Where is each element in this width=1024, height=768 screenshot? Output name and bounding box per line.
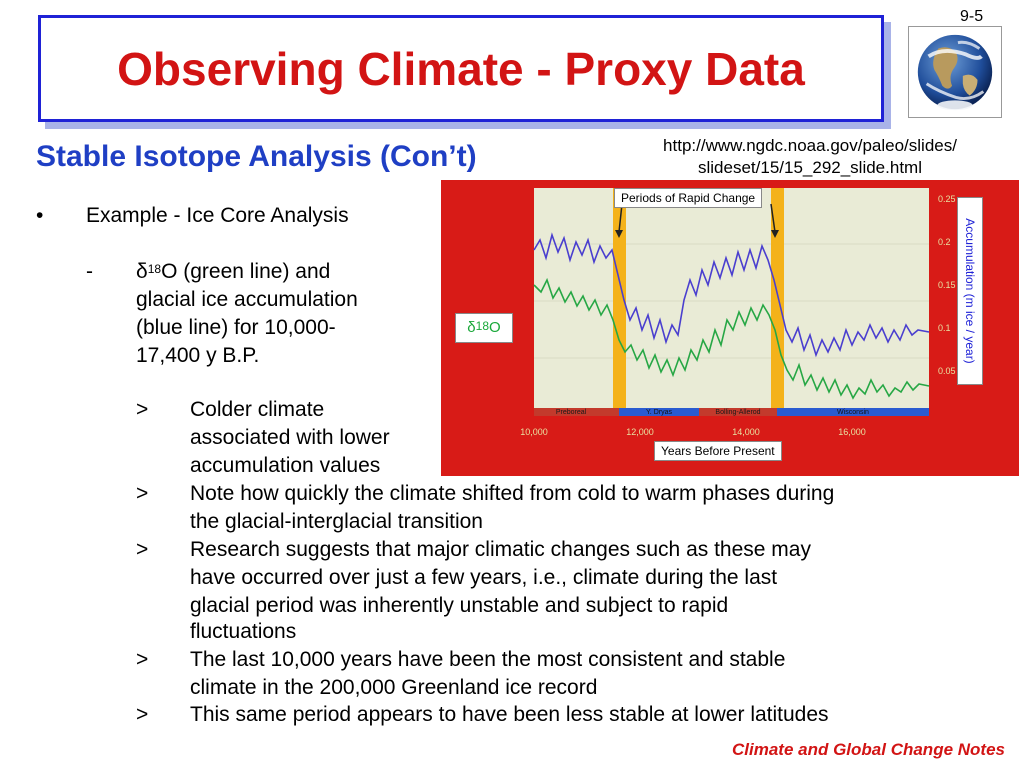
superscript-18: 18 [147,262,162,276]
slide-title: Observing Climate - Proxy Data [117,42,805,95]
y-right-tick-label: 0.2 [938,237,951,247]
x-tick-label: 16,000 [838,427,866,437]
sub-marker: > [136,398,149,421]
years-bp-label: Years Before Present [654,441,782,461]
source-url-line-1: http://www.ngdc.noaa.gov/paleo/slides/ [663,136,957,155]
d18o-O: O [489,319,501,336]
x-tick-label: 14,000 [732,427,760,437]
source-url-line-2: slideset/15/15_292_slide.html [698,158,922,177]
dash-item-line-1-rest: O (green line) and [161,260,331,283]
delta-symbol: δ [136,260,148,283]
sub-item-3-line-1: Research suggests that major climatic changes such as these may [190,538,811,561]
accumulation-axis-text: Accumulation (m ice / year) [963,218,977,364]
period-name-wisconsin: Wisconsin [837,409,869,416]
sub-item-1-line-2: associated with lower [190,426,390,449]
y-right-tick-label: 0.1 [938,323,951,333]
sub-item-3-line-4: fluctuations [190,620,297,643]
x-tick-label: 12,000 [626,427,654,437]
sub-item-3-line-2: have occurred over just a few years, i.e., climate during the last [190,566,778,589]
d18o-legend-label [455,313,513,343]
delta-symbol: δ [467,319,476,336]
sub-item-1-line-3: accumulation values [190,454,381,477]
y-right-tick-label: 0.15 [938,280,956,290]
sub-item-2-line-1: Note how quickly the climate shifted from cold to warm phases during [190,482,835,505]
sub-marker: > [136,482,149,505]
dash-item-line-1 [136,258,330,285]
y-right-tick-label: 0.05 [938,366,956,376]
period-name-preboreal: Preboreal [555,409,587,416]
y-right-tick-label: 0.25 [938,194,956,204]
sub-item-4-line-1: The last 10,000 years have been the most consistent and stable [190,648,786,671]
bullet-marker: • [36,204,44,227]
dash-item-line-2: glacial ice accumulation [136,288,358,311]
sub-item-3-line-3: glacial period was inherently unstable and subject to rapid [190,594,729,617]
bullet-ice-core: Example - Ice Core Analysis [86,204,349,227]
ice-core-chart [441,180,1019,476]
period-name-ydryas: Y. Dryas [646,409,672,416]
sub-item-4-line-2: climate in the 200,000 Greenland ice record [190,676,598,699]
sub-item-5-line-1: This same period appears to have been less stable at lower latitudes [190,703,829,726]
source-url[interactable] [630,135,990,179]
dash-marker: - [86,260,93,283]
dash-item-line-3: (blue line) for 10,000- [136,316,336,339]
sub-item-2-line-2: the glacial-interglacial transition [190,510,483,533]
sub-marker: > [136,538,149,561]
period-name-bolling: Bolling-Allerod [715,409,761,416]
rapid-change-label: Periods of Rapid Change [614,188,762,208]
sub-item-1-line-1: Colder climate [190,398,325,421]
earth-globe-image [908,26,1002,118]
sub-marker: > [136,648,149,671]
accumulation-axis-label [957,197,983,385]
subheading: Stable Isotope Analysis (Con’t) [36,140,477,173]
superscript-18: 18 [475,319,490,333]
footer-text: Climate and Global Change Notes [732,740,1005,759]
title-box [38,15,884,122]
sub-marker: > [136,703,149,726]
dash-item-line-4: 17,400 y B.P. [136,344,260,367]
x-tick-label: 10,000 [520,427,548,437]
slide-number: 9-5 [960,8,984,25]
